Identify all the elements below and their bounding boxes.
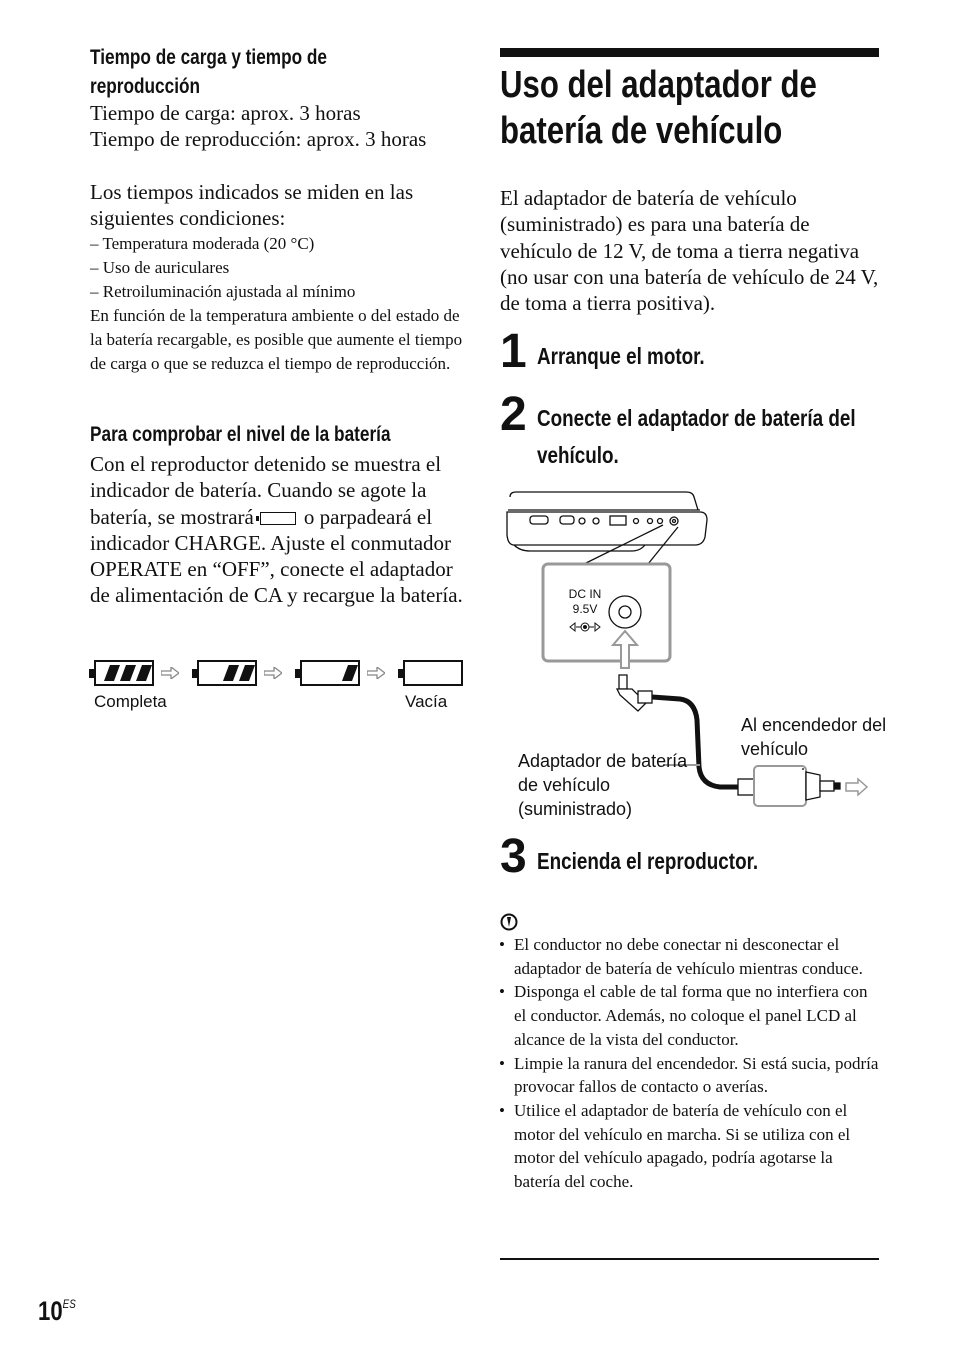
battery-level-heading: Para comprobar el nivel de la batería (90, 423, 391, 446)
battery-level-text (90, 451, 470, 609)
page-number (38, 1296, 76, 1327)
cable-plug (617, 675, 652, 711)
condition-item: – Retroiluminación ajustada al mínimo (90, 282, 356, 301)
tip-item: • Disponga el cable de tal forma que no interfiera con el conductor. Además, no coloque el panel LCD al alcance de la vista del conductor. (499, 980, 881, 1051)
step-2-text: Conecte el adaptador de batería del vehículo. (537, 405, 856, 468)
step-1-text: Arranque el motor. (537, 343, 705, 369)
battery-level-icon (403, 660, 463, 686)
condition-item: – Temperatura moderada (20 °C) (90, 234, 315, 253)
battery-bar (239, 665, 255, 681)
dc-in-label: DC IN (568, 587, 602, 601)
insert-lighter-arrow (846, 779, 867, 795)
battery-level-icon (94, 660, 154, 686)
battery-level-icon (300, 660, 360, 686)
label-lighter: Al encendedor del vehículo (741, 715, 887, 759)
label-adapter: Adaptador de batería de vehículo (suministrado) (518, 751, 688, 819)
battery-level-text-before: Con el reproductor detenido se muestra el indicador de batería. Cuando se agote la batería, se mostrará (90, 452, 442, 529)
playback-time-line: Tiempo de reproducción: aprox. 3 horas (90, 127, 427, 151)
empty-battery-icon (260, 512, 296, 525)
dc-in-panel (543, 564, 670, 661)
title-rule (500, 48, 879, 57)
charge-time-line: Tiempo de carga: aprox. 3 horas (90, 101, 361, 125)
tip-item: • El conductor no debe conectar ni desconectar el adaptador de batería de vehículo mientras conduce. (499, 933, 881, 980)
step-1-number: 1 (500, 325, 527, 378)
battery-level-icon (197, 660, 257, 686)
label-empty: Vacía (405, 692, 448, 711)
conditions-list (90, 232, 470, 304)
tips-list (499, 933, 881, 1194)
section-title: Uso del adaptador de batería de vehículo (500, 64, 817, 152)
arrow-right-icon (264, 667, 282, 679)
arrow-right-icon (161, 667, 179, 679)
step-3-number: 3 (500, 830, 527, 883)
lighter-plug (738, 766, 840, 806)
condition-item: – Uso de auriculares (90, 258, 230, 277)
charge-time-heading: Tiempo de carga y tiempo de reproducción (90, 46, 328, 98)
battery-bar (104, 665, 120, 681)
battery-bar (120, 665, 136, 681)
battery-bar (223, 665, 239, 681)
player-illustration (507, 492, 707, 551)
hint-icon (500, 912, 518, 932)
tip-item: • Utilice el adaptador de batería de vehículo con el motor del vehículo en marcha. Si se utiliza con el motor del vehículo apagado, podría agotarse la batería del coche. (499, 1099, 881, 1194)
bottom-rule (500, 1258, 879, 1260)
battery-bar (342, 665, 358, 681)
conditions-intro: Los tiempos indicados se miden en las siguientes condiciones: (90, 180, 414, 230)
label-full: Completa (94, 692, 167, 711)
battery-bar (136, 665, 152, 681)
arrow-right-icon (367, 667, 385, 679)
voltage-label: 9.5V (572, 602, 598, 616)
battery-level-text-after: o parpadeará el indicador CHARGE. Ajuste el conmutador OPERATE en “OFF”, conecte el adaptador de alimentación de CA y recargue la batería. (90, 504, 463, 608)
step-3-text: Encienda el reproductor. (537, 848, 759, 874)
temperature-note: En función de la temperatura ambiente o del estado de la batería recargable, es posible que aumente el tiempo de carga o que se reduzca el tiempo de reproducción. (90, 306, 463, 373)
step-2-number: 2 (500, 388, 527, 441)
tip-item: • Limpie la ranura del encendedor. Si está sucia, podría provocar fallos de contacto o averías. (499, 1052, 881, 1099)
intro-paragraph: El adaptador de batería de vehículo (suministrado) es para una batería de vehículo de 12 V, de toma a tierra negativa (no usar con una batería de vehículo de 24 V, de toma a tierra positiva). (500, 186, 879, 316)
language-suffix: ES (62, 1297, 76, 1311)
charge-time-text (90, 100, 470, 152)
page-number-value: 10 (38, 1296, 63, 1326)
